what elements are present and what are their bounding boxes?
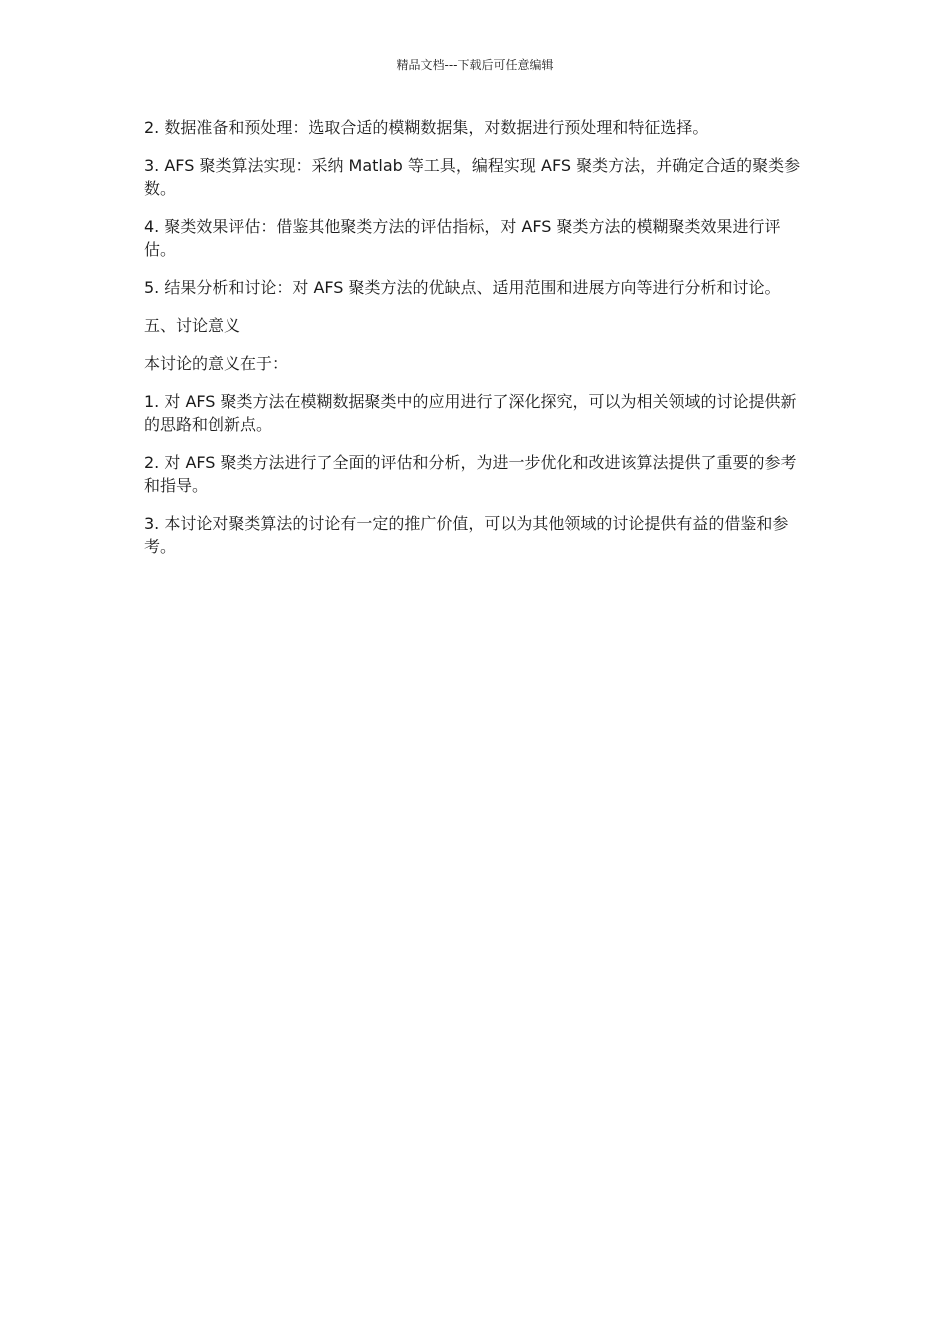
paragraph-significance-2: 2. 对 AFS 聚类方法进行了全面的评估和分析，为进一步优化和改进该算法提供了重要的参考和指导。: [144, 453, 797, 495]
document-body: [144, 116, 806, 573]
paragraph-step-5: 5. 结果分析和讨论：对 AFS 聚类方法的优缺点、适用范围和进展方向等进行分析和讨论。: [144, 278, 781, 297]
paragraph-step-3: 3. AFS 聚类算法实现：采纳 Matlab 等工具，编程实现 AFS 聚类方法，并确定合适的聚类参数。: [144, 156, 801, 198]
paragraph-step-4: 4. 聚类效果评估：借鉴其他聚类方法的评估指标，对 AFS 聚类方法的模糊聚类效果进行评估。: [144, 217, 781, 259]
page-header: 精品文档---下载后可任意编辑: [396, 58, 554, 72]
paragraph-step-2: 2. 数据准备和预处理：选取合适的模糊数据集，对数据进行预处理和特征选择。: [144, 118, 709, 137]
paragraph-significance-1: 1. 对 AFS 聚类方法在模糊数据聚类中的应用进行了深化探究，可以为相关领域的讨论提供新的思路和创新点。: [144, 392, 797, 434]
section-heading: 五、讨论意义: [144, 316, 241, 335]
paragraph-significance-3: 3. 本讨论对聚类算法的讨论有一定的推广价值，可以为其他领域的讨论提供有益的借鉴和参考。: [144, 514, 789, 556]
paragraph-intro: 本讨论的意义在于：: [144, 354, 289, 373]
